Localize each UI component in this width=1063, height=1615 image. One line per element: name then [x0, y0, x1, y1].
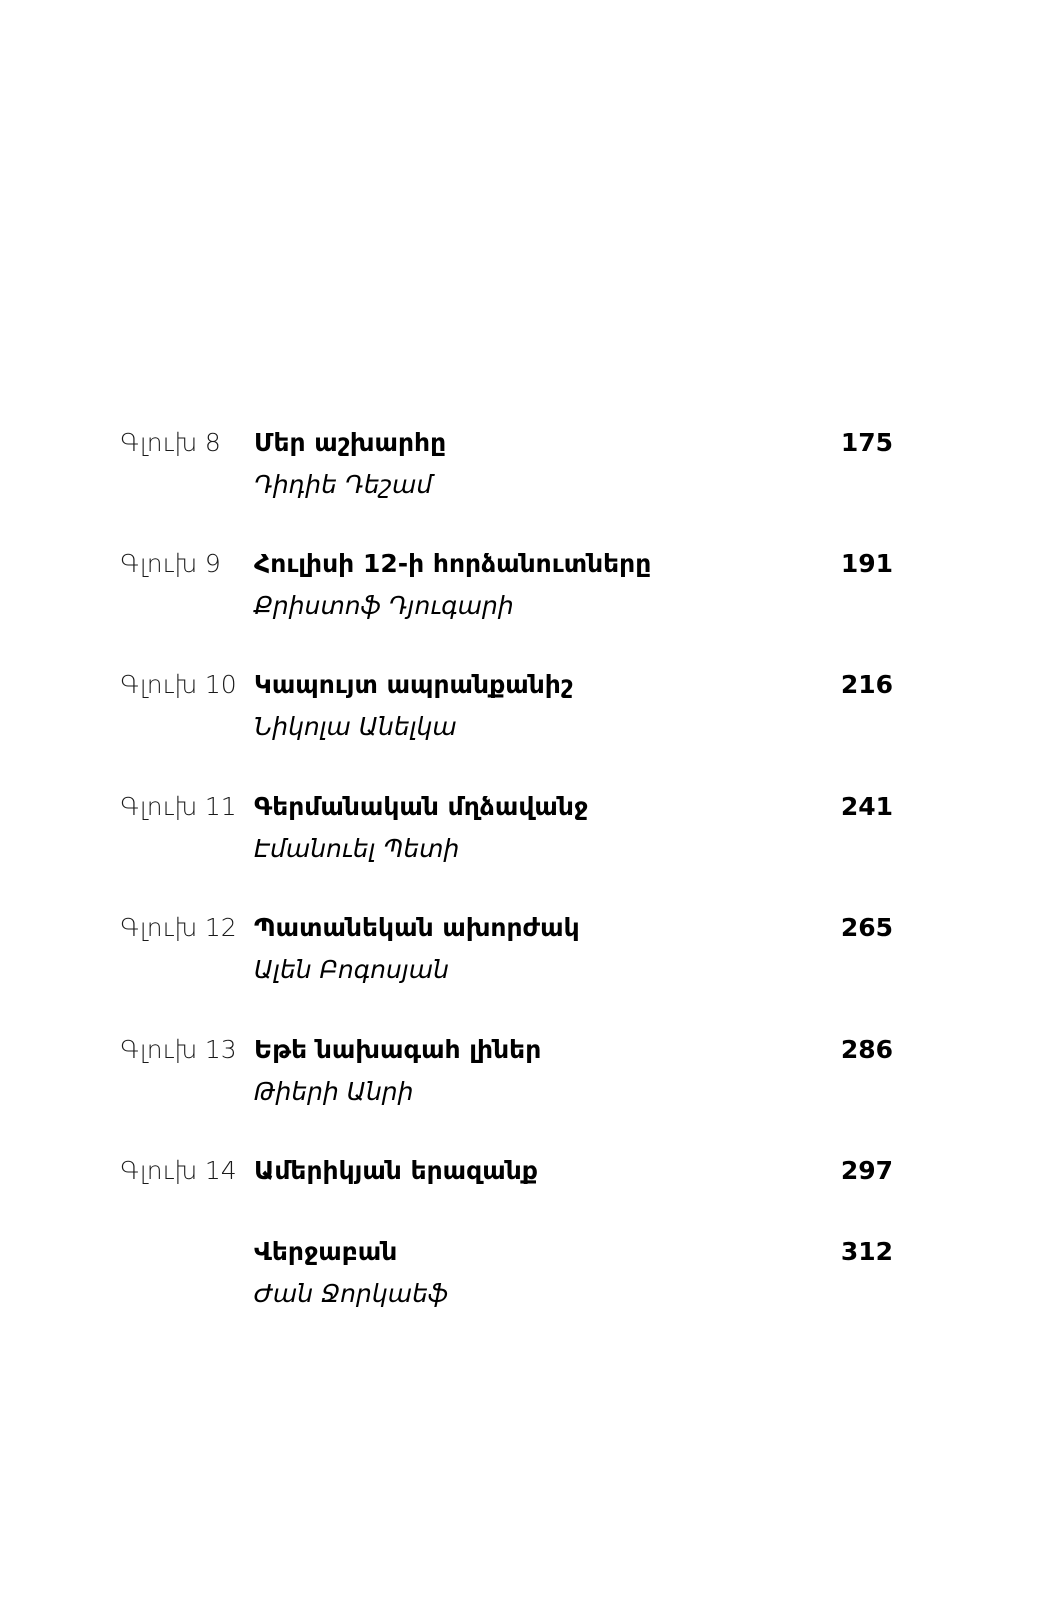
- chapter-title: Եթե նախագահ լիներ: [254, 1035, 542, 1064]
- chapter-label: Գլուխ 14: [120, 1156, 237, 1185]
- chapter-author: Ալեն Բոգոսյան: [254, 955, 449, 984]
- page-number: 175: [840, 428, 893, 457]
- chapter-label: Գլուխ 12: [120, 913, 237, 942]
- page-number: 191: [840, 549, 893, 578]
- chapter-author: Թիերի Անրի: [254, 1077, 414, 1106]
- toc-entry: [0, 668, 1063, 758]
- chapter-title: Վերջաբան: [254, 1237, 398, 1266]
- chapter-author: Դիդիե Դեշամ: [254, 470, 433, 499]
- chapter-title: Ամերիկյան երազանք: [254, 1156, 538, 1185]
- page-number: 297: [840, 1156, 893, 1185]
- chapter-title: Գերմանական մղձավանջ: [254, 792, 589, 821]
- chapter-label: Գլուխ 8: [120, 428, 221, 457]
- chapter-author: Էմանուել Պետի: [254, 834, 460, 863]
- page-number: 241: [840, 792, 893, 821]
- page-number: 312: [840, 1237, 893, 1266]
- chapter-label: Գլուխ 11: [120, 792, 237, 821]
- chapter-label: Գլուխ 10: [120, 670, 237, 699]
- page-number: 265: [840, 913, 893, 942]
- toc-entry: [0, 1154, 1063, 1244]
- toc-entry: [0, 547, 1063, 637]
- chapter-author: Քրիստոֆ Դյուգարի: [254, 591, 514, 620]
- chapter-title: Կապույտ ապրանքանիշ: [254, 670, 574, 699]
- toc-entry: [0, 426, 1063, 516]
- chapter-title: Հուլիսի 12-ի հորձանուտները: [254, 549, 652, 578]
- chapter-author: Ժան Ջորկաեֆ: [254, 1279, 449, 1308]
- toc-entry: [0, 911, 1063, 1001]
- chapter-title: Մեր աշխարհը: [254, 428, 447, 457]
- toc-entry: [0, 790, 1063, 880]
- toc-entry: [0, 1033, 1063, 1123]
- chapter-title: Պատանեկան ախորժակ: [254, 913, 580, 942]
- chapter-label: Գլուխ 13: [120, 1035, 237, 1064]
- toc-entry-epilogue: [0, 1235, 1063, 1325]
- chapter-label: Գլուխ 9: [120, 549, 221, 578]
- page-number: 216: [840, 670, 893, 699]
- page-number: 286: [840, 1035, 893, 1064]
- chapter-author: Նիկոլա Անելկա: [254, 712, 457, 741]
